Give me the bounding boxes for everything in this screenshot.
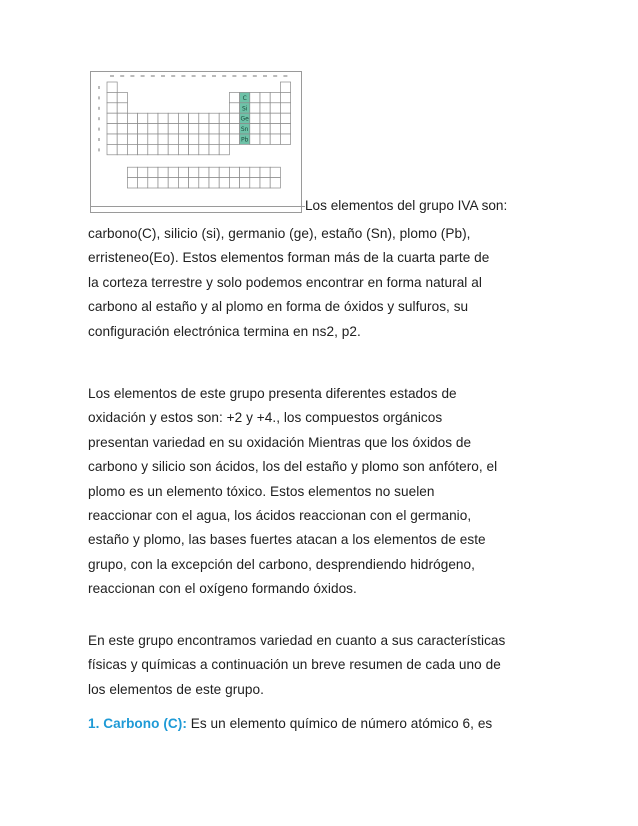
- table-cell: [270, 92, 280, 102]
- paragraph-line: la corteza terrestre y solo podemos encontrar en forma natural al: [88, 274, 482, 290]
- table-cell: [219, 144, 229, 154]
- table-cell: [117, 103, 127, 113]
- table-cell: [148, 167, 158, 177]
- table-cell: [250, 134, 260, 144]
- table-cell: [260, 178, 270, 188]
- table-cell: [280, 124, 290, 134]
- figure-underline: [91, 206, 305, 207]
- table-cell: [199, 124, 209, 134]
- row-number-mark: [98, 128, 100, 131]
- table-cell: [107, 92, 117, 102]
- table-cell: [209, 113, 219, 123]
- table-cell: [178, 178, 188, 188]
- table-cell: [270, 103, 280, 113]
- table-cell: [107, 134, 117, 144]
- table-cell: [127, 124, 137, 134]
- table-cell: [158, 144, 168, 154]
- table-cell: [250, 92, 260, 102]
- table-cell: [107, 82, 117, 92]
- table-cell: [117, 113, 127, 123]
- table-cell: [127, 167, 137, 177]
- paragraph-line: grupo, con la excepción del carbono, desprendiendo hidrógeno,: [88, 556, 475, 572]
- table-cell: [189, 134, 199, 144]
- table-cell: [250, 124, 260, 134]
- table-cell: [138, 134, 148, 144]
- table-cell: [138, 167, 148, 177]
- column-number-mark: [151, 75, 155, 77]
- table-cell: [229, 113, 239, 123]
- table-cell: [240, 167, 250, 177]
- table-cell: [107, 124, 117, 134]
- table-cell: [168, 167, 178, 177]
- table-cell: [229, 92, 239, 102]
- paragraph-line: erristeneo(Eo). Estos elementos forman más de la cuarta parte de: [88, 250, 490, 266]
- section-line: [88, 712, 558, 736]
- table-cell: [199, 113, 209, 123]
- table-cell: [219, 124, 229, 134]
- table-cell: [199, 144, 209, 154]
- table-cell: [127, 144, 137, 154]
- paragraph-line: los elementos de este grupo.: [88, 681, 264, 697]
- table-cell: [158, 113, 168, 123]
- table-cell: [270, 134, 280, 144]
- paragraph-line: En este grupo encontramos variedad en cuanto a sus características: [88, 633, 506, 648]
- table-cell: [270, 113, 280, 123]
- section-heading: 1. Carbono (C):: [88, 716, 187, 731]
- column-number-mark: [273, 75, 277, 77]
- paragraph-line: reaccionar con el agua, los ácidos reaccionan con el germanio,: [88, 507, 472, 523]
- table-cell: [240, 178, 250, 188]
- table-cell: [148, 144, 158, 154]
- row-number-mark: [98, 96, 100, 99]
- table-cell: [229, 178, 239, 188]
- table-cell: [148, 134, 158, 144]
- table-cell: [117, 92, 127, 102]
- table-cell: [280, 92, 290, 102]
- table-cell: [250, 103, 260, 113]
- column-number-mark: [212, 75, 216, 77]
- table-cell: [260, 103, 270, 113]
- column-number-mark: [141, 75, 145, 77]
- column-number-mark: [263, 75, 267, 77]
- table-cell: [250, 178, 260, 188]
- table-cell: [178, 144, 188, 154]
- table-cell: [127, 178, 137, 188]
- table-cell: [280, 134, 290, 144]
- table-cell: [260, 134, 270, 144]
- table-cell: [138, 124, 148, 134]
- table-cell: [219, 167, 229, 177]
- paragraph-1: [88, 222, 558, 344]
- table-cell: [189, 113, 199, 123]
- table-cell: [280, 103, 290, 113]
- table-cell: [117, 144, 127, 154]
- row-number-mark: [98, 107, 100, 110]
- table-cell: [219, 113, 229, 123]
- table-cell: [189, 124, 199, 134]
- paragraph-1-first-line: Los elementos del grupo IVA son:: [305, 198, 508, 213]
- element-symbol: Sn: [240, 126, 249, 134]
- table-cell: [158, 124, 168, 134]
- column-number-mark: [181, 75, 185, 77]
- column-number-mark: [171, 75, 175, 77]
- paragraph-line: presentan variedad en su oxidación Mientras que los óxidos de: [88, 434, 472, 450]
- table-cell: [189, 144, 199, 154]
- table-cell: [199, 134, 209, 144]
- column-number-mark: [283, 75, 287, 77]
- table-cell: [168, 144, 178, 154]
- table-cell: [219, 178, 229, 188]
- paragraph-line: Los elementos de este grupo presenta diferentes estados de: [88, 386, 457, 401]
- column-number-mark: [222, 75, 226, 77]
- column-number-mark: [243, 75, 247, 77]
- table-cell: [270, 178, 280, 188]
- table-cell: [209, 124, 219, 134]
- paragraph-line: físicas y químicas a continuación un breve resumen de cada uno de: [88, 657, 501, 673]
- paragraph-2: [88, 382, 558, 602]
- paragraph-line: oxidación y estos son: +2 y +4., los compuestos orgánicos: [88, 410, 443, 426]
- paragraph-3: [88, 629, 558, 702]
- table-cell: [209, 144, 219, 154]
- paragraph-line: carbono y silicio son ácidos, los del estaño y plomo son anfótero, el: [88, 459, 498, 475]
- table-cell: [270, 167, 280, 177]
- table-cell: [260, 92, 270, 102]
- column-number-mark: [130, 75, 134, 77]
- table-cell: [260, 124, 270, 134]
- table-cell: [178, 124, 188, 134]
- paragraph-line: configuración electrónica termina en ns2, p2.: [88, 323, 361, 339]
- column-number-mark: [161, 75, 165, 77]
- table-cell: [107, 103, 117, 113]
- table-cell: [148, 113, 158, 123]
- table-cell: [107, 144, 117, 154]
- table-cell: [148, 124, 158, 134]
- element-symbol: Si: [241, 105, 248, 113]
- table-cell: [250, 113, 260, 123]
- table-cell: [178, 134, 188, 144]
- row-number-mark: [98, 148, 100, 151]
- column-number-mark: [253, 75, 257, 77]
- table-cell: [168, 134, 178, 144]
- paragraph-line: plomo es un elemento tóxico. Estos elementos no suelen: [88, 483, 435, 499]
- periodic-table-graphic: [91, 72, 303, 214]
- table-cell: [158, 178, 168, 188]
- table-cell: [158, 167, 168, 177]
- table-cell: [117, 134, 127, 144]
- table-cell: [209, 167, 219, 177]
- table-cell: [178, 113, 188, 123]
- column-number-mark: [192, 75, 196, 77]
- table-cell: [229, 134, 239, 144]
- table-cell: [127, 134, 137, 144]
- table-cell: [250, 167, 260, 177]
- column-number-mark: [232, 75, 236, 77]
- paragraph-line: reaccionan con el oxígeno formando óxidos.: [88, 581, 357, 597]
- table-cell: [209, 178, 219, 188]
- element-symbol: Pb: [240, 136, 249, 144]
- table-cell: [260, 167, 270, 177]
- table-cell: [158, 134, 168, 144]
- element-symbol: C: [242, 94, 247, 102]
- table-cell: [229, 103, 239, 113]
- table-cell: [168, 124, 178, 134]
- paragraph-line: carbono al estaño y al plomo en forma de óxidos y sulfuros, su: [88, 299, 469, 315]
- table-cell: [138, 178, 148, 188]
- column-number-mark: [202, 75, 206, 77]
- row-number-mark: [98, 117, 100, 120]
- column-number-mark: [120, 75, 124, 77]
- table-cell: [209, 134, 219, 144]
- table-cell: [219, 134, 229, 144]
- table-cell: [138, 144, 148, 154]
- table-cell: [229, 124, 239, 134]
- section-text: Es un elemento químico de número atómico 6, es: [186, 716, 493, 731]
- column-number-mark: [110, 75, 114, 77]
- table-cell: [127, 113, 137, 123]
- element-symbol: Ge: [240, 115, 249, 123]
- table-cell: [189, 178, 199, 188]
- table-cell: [168, 113, 178, 123]
- table-cell: [280, 82, 290, 92]
- table-cell: [270, 124, 280, 134]
- paragraph-line: carbono(C), silicio (si), germanio (ge), estaño (Sn), plomo (Pb),: [88, 226, 471, 241]
- row-number-mark: [98, 138, 100, 141]
- table-cell: [117, 124, 127, 134]
- table-cell: [189, 167, 199, 177]
- paragraph-line: estaño y plomo, las bases fuertes atacan a los elementos de este: [88, 532, 486, 548]
- table-cell: [107, 113, 117, 123]
- table-cell: [280, 113, 290, 123]
- section-carbono: [88, 712, 558, 736]
- table-cell: [229, 167, 239, 177]
- table-cell: [148, 178, 158, 188]
- table-cell: [199, 167, 209, 177]
- table-cell: [199, 178, 209, 188]
- table-cell: [178, 167, 188, 177]
- table-cell: [138, 113, 148, 123]
- table-cell: [260, 113, 270, 123]
- row-number-mark: [98, 86, 100, 89]
- periodic-table-figure: [90, 71, 302, 213]
- table-cell: [168, 178, 178, 188]
